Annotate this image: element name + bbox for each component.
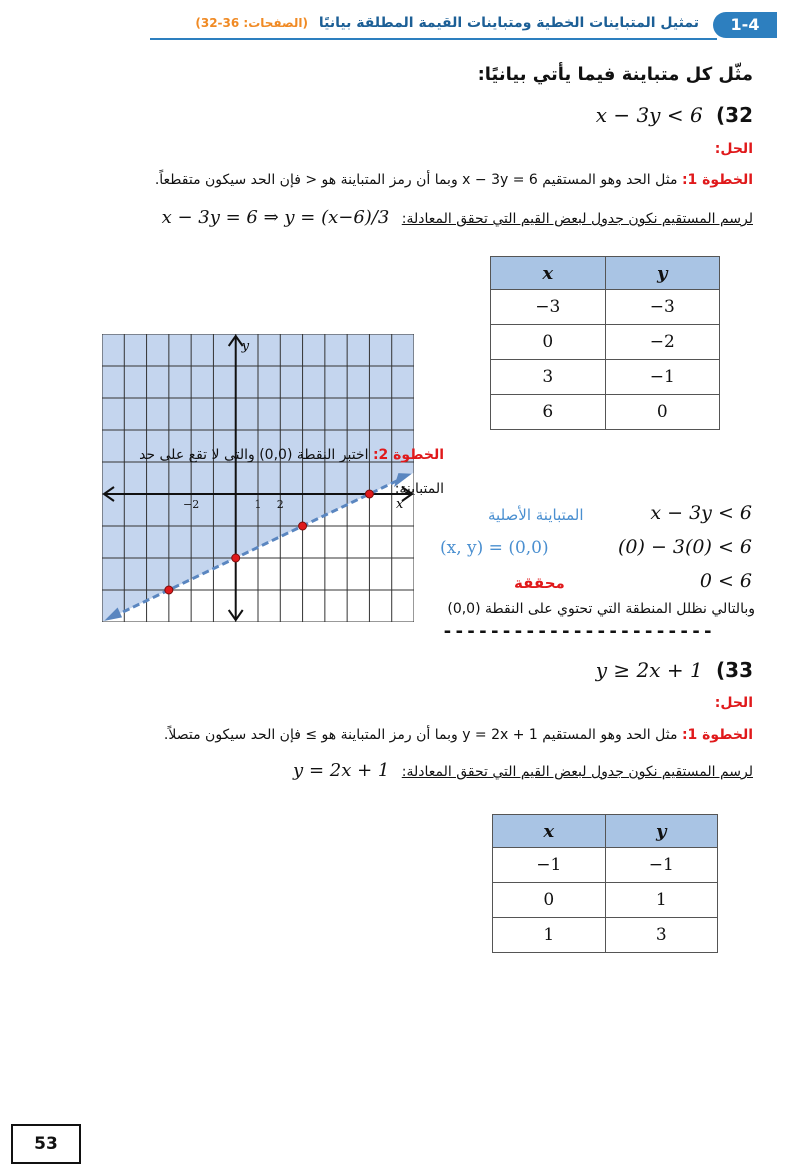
- data-point: [232, 554, 240, 562]
- test-math: x − 3y < 6: [650, 502, 752, 524]
- data-point: [299, 522, 307, 530]
- value-table-33: [492, 814, 718, 953]
- separator: -----------------------: [442, 621, 715, 642]
- table-cell: −2: [605, 325, 720, 360]
- step1-32-label: الخطوة 1:: [681, 172, 753, 188]
- table-33-header-y: y: [605, 815, 718, 848]
- table-cell: −1: [605, 848, 718, 883]
- problem-33-inequality: y ≥ 2x + 1: [595, 658, 703, 682]
- table-intro-33-text: لرسم المستقيم نكون جدول لبعض القيم التي تحقق المعادلة:: [401, 764, 753, 780]
- problem-33-number: 33: [725, 658, 753, 682]
- tick-label: 1: [254, 498, 262, 511]
- lesson-pages: (الصفحات: 36-32): [195, 16, 308, 30]
- table-cell: 0: [491, 325, 606, 360]
- lesson-title: [195, 15, 699, 31]
- table-row: [491, 395, 720, 430]
- table-row: [493, 848, 718, 883]
- table-intro-32-text: لرسم المستقيم نكون جدول لبعض القيم التي تحقق المعادلة:: [401, 211, 753, 227]
- step1-33: [13, 727, 753, 743]
- table-cell: 1: [493, 918, 606, 953]
- table-row: [493, 883, 718, 918]
- page-number: 53: [11, 1124, 81, 1164]
- table-cell: 1: [605, 883, 718, 918]
- table-cell: 3: [605, 918, 718, 953]
- table-cell: 3: [491, 360, 606, 395]
- step2-32-text: اختبر النقطة (0,0) والتي لا تقع على حد المتباينة:: [139, 447, 444, 497]
- solution-label-33: الحل:: [714, 695, 753, 711]
- table-cell: −1: [493, 848, 606, 883]
- step1-33-label: الخطوة 1:: [681, 727, 753, 743]
- table-cell: 0: [605, 395, 720, 430]
- test-math: (0) − 3(0) < 6: [617, 536, 752, 558]
- table-cell: 0: [493, 883, 606, 918]
- problem-32-heading: x − 3y < 6 (32: [595, 103, 753, 127]
- step1-32-text: مثل الحد وهو المستقيم 6 = x − 3y وبما أن رمز المتباينة هو < فإن الحد سيكون متقطعاً.: [154, 172, 678, 188]
- instruction: مثّل كل متباينة فيما يأتي بيانيًا:: [477, 64, 753, 85]
- step1-33-text: مثل الحد وهو المستقيم y = 2x + 1 وبما أن رمز المتباينة هو ≥ فإن الحد سيكون متصلاً.: [163, 727, 678, 743]
- equation-33: y = 2x + 1: [293, 760, 390, 781]
- table-cell: −3: [605, 290, 720, 325]
- table-32-header-x: x: [491, 257, 606, 290]
- table-intro-33: [293, 760, 753, 781]
- test-math: 0 < 6: [699, 570, 752, 592]
- table-32-header-y: y: [605, 257, 720, 290]
- value-table-32: [490, 256, 720, 430]
- lesson-badge: 1-4: [713, 12, 777, 38]
- conclusion-32: وبالتالي نظلل المنطقة التي تحتوي على النقطة (0,0): [447, 601, 755, 617]
- problem-32-number: 32: [725, 103, 753, 127]
- test-line: [440, 502, 760, 536]
- problem-33-heading: y ≥ 2x + 1 (33: [595, 658, 753, 682]
- table-cell: 6: [491, 395, 606, 430]
- header-rule: [150, 38, 717, 40]
- tick-label: −2: [183, 498, 200, 511]
- lesson-title-text: تمثيل المتباينات الخطية ومتباينات القيمة المطلقة بيانيًا: [318, 15, 699, 31]
- step2-32: [104, 438, 444, 506]
- table-row: [491, 360, 720, 395]
- table-cell: −3: [491, 290, 606, 325]
- data-point: [165, 586, 173, 594]
- section-header: [150, 12, 777, 46]
- table-cell: −1: [605, 360, 720, 395]
- test-line: [440, 536, 760, 570]
- tick-label: 2: [276, 498, 284, 511]
- table-33-header-x: x: [493, 815, 606, 848]
- solution-label-32: الحل:: [714, 141, 753, 157]
- table-row: [491, 325, 720, 360]
- table-row: [493, 918, 718, 953]
- test-note: محققة: [514, 574, 565, 592]
- table-row: [491, 290, 720, 325]
- step2-32-label: الخطوة 2:: [372, 447, 444, 463]
- equation-32: x − 3y = 6 ⇒ y = (x−6)/3: [161, 207, 390, 228]
- test-note: المتباينة الأصلية: [488, 506, 584, 524]
- test-point-work: [440, 502, 760, 604]
- y-axis-label: y: [241, 339, 250, 354]
- test-line: [440, 570, 760, 604]
- test-note: (x, y) = (0,0): [440, 538, 549, 558]
- problem-32-inequality: x − 3y < 6: [595, 103, 703, 127]
- step1-32: [13, 172, 753, 188]
- table-intro-32: [162, 207, 753, 228]
- x-axis-label: x: [396, 497, 404, 512]
